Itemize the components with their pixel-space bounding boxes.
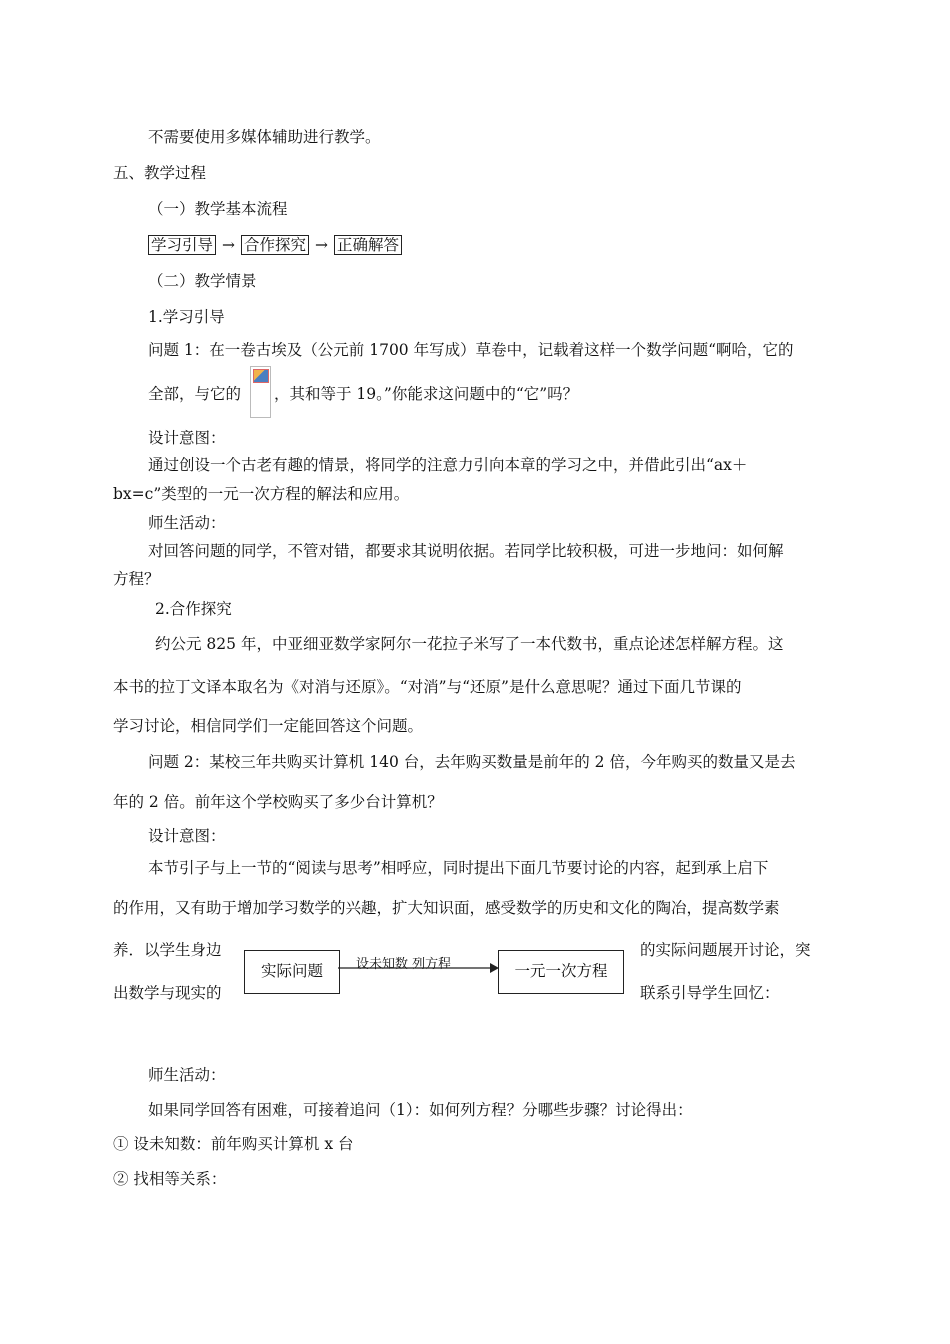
flow-row [148, 235, 402, 255]
text-line: 学习讨论，相信同学们一定能回答这个问题。 [113, 717, 424, 735]
text-line: 约公元 825 年，中亚细亚数学家阿尔一花拉子米写了一本代数书，重点论述怎样解方程。这 [155, 635, 784, 653]
diagram-arrow-label: 设未知数 列方程 [356, 957, 452, 972]
label: 设计意图： [148, 827, 226, 845]
flow-step-3: 正确解答 [334, 235, 402, 255]
text-line: 联系引导学生回忆： [640, 984, 780, 1002]
label: 师生活动： [148, 1066, 226, 1084]
subsection-heading: （二）教学情景 [148, 272, 257, 290]
text-line: 问题 1：在一卷古埃及（公元前 1700 年写成）草卷中，记载着这样一个数学问题“啊哈，它的 [148, 341, 794, 359]
text-line: 方程？ [113, 570, 160, 588]
text-line: ，其和等于 19。”你能求这问题中的“它”吗？ [274, 385, 579, 403]
diagram-arrow-icon [338, 962, 500, 974]
item-heading: 1.学习引导 [148, 308, 225, 326]
flow-step-2: 合作探究 [241, 235, 309, 255]
arrow-right-icon: → [315, 236, 329, 254]
list-item: ① 设未知数：前年购买计算机 x 台 [113, 1135, 354, 1153]
list-item: ② 找相等关系： [113, 1170, 227, 1188]
text-line: 的作用，又有助于增加学习数学的兴趣，扩大知识面，感受数学的历史和文化的陶冶，提高数学素 [113, 899, 780, 917]
text-line: 对回答问题的同学，不管对错，都要求其说明依据。若同学比较积极，可进一步地问：如何解 [148, 542, 784, 560]
text-line: 本书的拉丁文译本取名为《对消与还原》。“对消”与“还原”是什么意思呢？通过下面几节课的 [113, 678, 742, 696]
label: 师生活动： [148, 514, 226, 532]
arrow-right-icon: → [222, 236, 236, 254]
item-heading: 2.合作探究 [155, 600, 232, 618]
text-line: 本节引子与上一节的“阅读与思考”相呼应，同时提出下面几节要讨论的内容，起到承上启下 [148, 859, 769, 877]
diagram-box-right: 一元一次方程 [498, 950, 624, 994]
diagram-box-left: 实际问题 [244, 950, 340, 994]
text-line: 通过创设一个古老有趣的情景，将同学的注意力引向本章的学习之中，并借此引出“ax＋ [148, 456, 748, 474]
text-line: 问题 2：某校三年共购买计算机 140 台，去年购买数量是前年的 2 倍，今年购买的数量又是去 [148, 753, 796, 771]
text-line: 出数学与现实的 [113, 984, 222, 1002]
text-line: 年的 2 倍。前年这个学校购买了多少台计算机？ [113, 793, 443, 811]
flow-step-1: 学习引导 [148, 235, 216, 255]
text-line: 养．以学生身边 [113, 941, 222, 959]
text-line: 如果同学回答有困难，可接着追问（1）：如何列方程？分哪些步骤？讨论得出： [148, 1101, 693, 1119]
label: 设计意图： [148, 429, 226, 447]
text-line: 的实际问题展开讨论，突 [640, 941, 811, 959]
text-line: bx=c”类型的一元一次方程的解法和应用。 [113, 485, 410, 503]
subsection-heading: （一）教学基本流程 [148, 200, 288, 218]
broken-image-icon [250, 366, 271, 418]
text-line: 不需要使用多媒体辅助进行教学。 [148, 128, 381, 146]
section-heading: 五、教学过程 [113, 164, 207, 182]
text-line: 全部，与它的 [148, 385, 242, 403]
